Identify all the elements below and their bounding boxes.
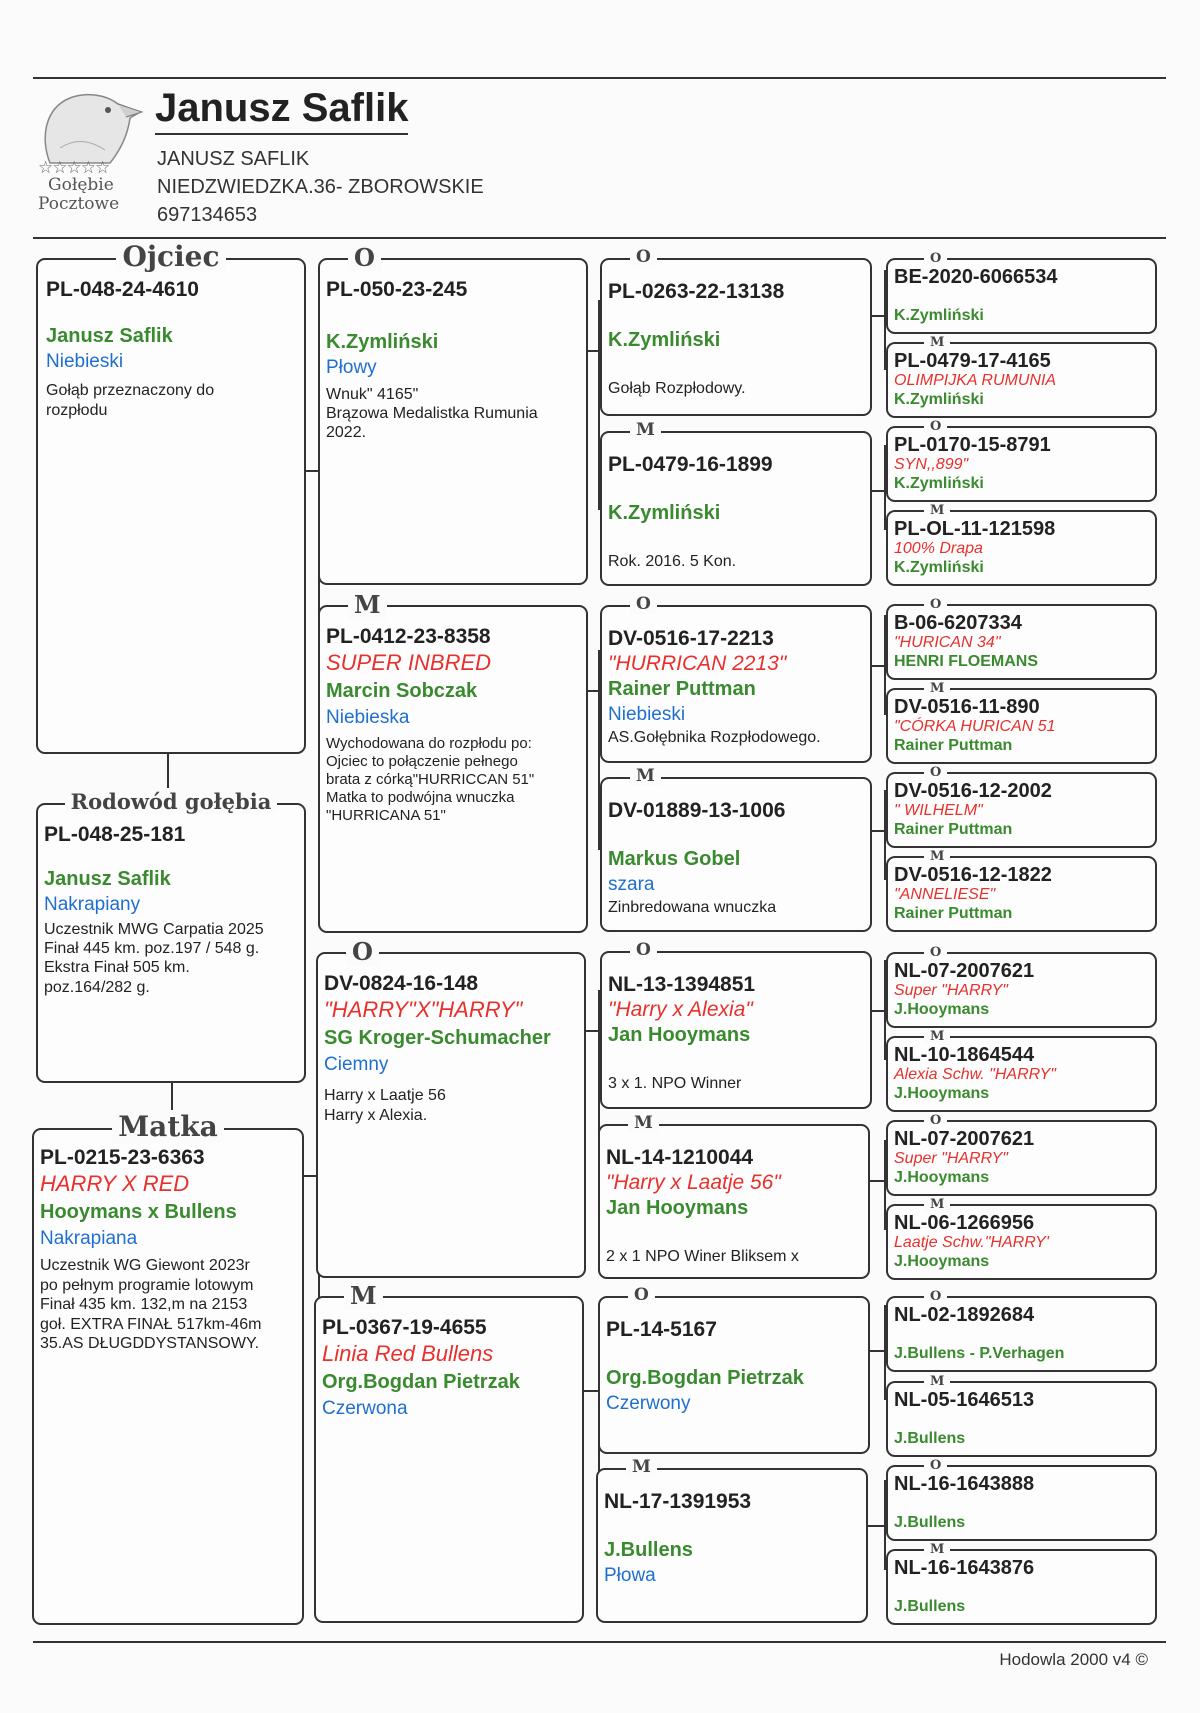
gen2-card-4[interactable]: [314, 1281, 584, 1623]
pedigree-label: Rodowód gołębia: [65, 789, 278, 814]
gen3-5-ring: NL-13-1394851: [608, 973, 756, 996]
owner-address: NIEDZWIEDZKA.36- ZBOROWSKIE: [157, 176, 484, 198]
logo-text-line1: Gołębie: [48, 175, 114, 195]
gen4-6-breeder: Rainer Puttman: [894, 737, 1013, 754]
gen3-4-ring: DV-01889-13-1006: [608, 799, 786, 822]
gen2-2-color: Niebieska: [326, 707, 410, 729]
gen4-card-8[interactable]: [886, 849, 1157, 932]
connector-father-subject: [167, 754, 169, 788]
gen3-5-notes: 3 x 1. NPO Winner: [608, 1075, 742, 1093]
gen4-card-12[interactable]: [886, 1197, 1157, 1280]
gen3-card-3[interactable]: [600, 594, 872, 763]
gen4-9-breeder: J.Hooymans: [894, 1001, 990, 1018]
footer-software: Hodowla 2000 v4 ©: [999, 1650, 1148, 1669]
gen4-15-ring: NL-16-1643888: [894, 1473, 1035, 1495]
gen2-4-breeder: Org.Bogdan Pietrzak: [322, 1371, 520, 1394]
gen4-2-name: OLIMPIJKA RUMUNIA: [894, 372, 1057, 389]
gen4-12-name: Laatje Schw."HARRY': [894, 1234, 1049, 1251]
gen4-7-label: O: [924, 765, 947, 780]
gen2-3-notes: Harry x Laatje 56 Harry x Alexia.: [324, 1087, 446, 1125]
gen4-3-breeder: K.Zymliński: [894, 475, 984, 492]
gen4-6-name: "CÓRKA HURICAN 51: [894, 718, 1056, 735]
gen3-8-ring: NL-17-1391953: [604, 1490, 752, 1513]
gen4-13-name: [894, 1326, 1151, 1344]
gen2-4-label: M: [344, 1281, 383, 1310]
gen3-6-color: [606, 1223, 864, 1245]
gen4-3-label: O: [924, 419, 947, 434]
gen4-15-breeder: J.Bullens: [894, 1514, 966, 1531]
gen3-7-breeder: Org.Bogdan Pietrzak: [606, 1367, 804, 1390]
logo-stars: ☆☆☆☆☆: [38, 158, 110, 177]
gen4-4-ring: PL-OL-11-121598: [894, 518, 1056, 540]
gen2-2-notes: Wychodowana do rozpłodu po: Ojciec to połączenie pełnego brata z córką"HURRICCAN 51" Matka to podwójna wnuczka "HURRICANA 51": [326, 735, 535, 825]
gen4-5-ring: B-06-6207334: [894, 612, 1022, 634]
gen3-8-breeder: J.Bullens: [604, 1539, 693, 1562]
gen4-10-label: M: [924, 1029, 950, 1044]
top-rule: [33, 77, 1166, 79]
gen2-1-color: Płowy: [326, 357, 377, 379]
gen4-card-9[interactable]: [886, 945, 1157, 1028]
gen3-3-ring: DV-0516-17-2213: [608, 627, 774, 650]
gen4-11-breeder: J.Hooymans: [894, 1169, 990, 1186]
gen4-card-1[interactable]: [886, 251, 1157, 334]
subject-notes: Uczestnik MWG Carpatia 2025 Finał 445 km. poz.197 / 548 g. Ekstra Finał 505 km. poz.164/282 g.: [44, 921, 264, 996]
logo-text-line2: Pocztowe: [38, 194, 120, 214]
gen4-6-ring: DV-0516-11-890: [894, 696, 1040, 718]
subject-ring: PL-048-25-181: [44, 823, 186, 846]
gen4-13-ring: NL-02-1892684: [894, 1304, 1035, 1326]
gen3-8-label: M: [626, 1457, 657, 1477]
gen4-7-breeder: Rainer Puttman: [894, 821, 1013, 838]
gen4-2-label: M: [924, 335, 950, 350]
subject-card[interactable]: [36, 789, 306, 1083]
gen4-12-breeder: J.Hooymans: [894, 1253, 990, 1270]
gen3-7-ring: PL-14-5167: [606, 1318, 717, 1341]
gen4-card-4[interactable]: [886, 503, 1157, 586]
gen3-5-color: [608, 1050, 866, 1072]
gen3-5-name: "Harry x Alexia": [608, 998, 753, 1022]
owner-phone: 697134653: [157, 204, 258, 226]
gen3-1-color: [608, 355, 866, 377]
gen3-7-color: Czerwony: [606, 1393, 691, 1415]
gen3-6-ring: NL-14-1210044: [606, 1146, 754, 1169]
gen4-card-15[interactable]: [886, 1458, 1157, 1541]
gen4-card-5[interactable]: [886, 597, 1157, 680]
father-label: Ojciec: [116, 240, 225, 273]
gen4-1-name: [894, 288, 1151, 306]
mother-label: Matka: [112, 1110, 224, 1143]
gen3-2-color: [608, 528, 866, 550]
gen4-11-label: O: [924, 1113, 947, 1128]
gen3-2-ring: PL-0479-16-1899: [608, 453, 773, 476]
gen4-16-ring: NL-16-1643876: [894, 1557, 1035, 1579]
gen2-3-name: "HARRY"X"HARRY": [324, 997, 523, 1023]
gen3-1-label: O: [630, 247, 657, 267]
gen3-1-ring: PL-0263-22-13138: [608, 280, 785, 303]
father-ring: PL-048-24-4610: [46, 278, 199, 301]
gen4-11-name: Super "HARRY": [894, 1150, 1008, 1167]
gen2-3-ring: DV-0824-16-148: [324, 972, 479, 995]
gen3-1-name: [608, 305, 866, 327]
gen4-10-ring: NL-10-1864544: [894, 1044, 1035, 1066]
gen4-2-breeder: K.Zymliński: [894, 391, 984, 408]
gen3-4-breeder: Markus Gobel: [608, 848, 741, 871]
gen3-4-notes: Zinbredowana wnuczka: [608, 899, 777, 917]
gen4-5-name: "HURICAN 34": [894, 634, 1001, 651]
gen4-11-ring: NL-07-2007621: [894, 1128, 1035, 1150]
gen3-6-name: "Harry x Laatje 56": [606, 1171, 781, 1195]
gen3-4-name: [608, 824, 866, 846]
mother-ring: PL-0215-23-6363: [40, 1146, 205, 1169]
gen4-card-10[interactable]: [886, 1029, 1157, 1112]
gen4-1-breeder: K.Zymliński: [894, 307, 984, 324]
pigeon-logo: [30, 88, 150, 228]
gen3-2-breeder: K.Zymliński: [608, 502, 721, 525]
gen2-1-ring: PL-050-23-245: [326, 278, 468, 301]
connector-subject-mother: [171, 1083, 173, 1116]
pigeon-head-icon: [30, 88, 150, 168]
gen2-1-label: O: [348, 243, 381, 272]
owner-name: JANUSZ SAFLIK: [157, 148, 310, 170]
gen4-14-name: [894, 1411, 1151, 1429]
gen4-14-ring: NL-05-1646513: [894, 1389, 1035, 1411]
gen3-2-notes: Rok. 2016. 5 Kon.: [608, 553, 737, 571]
gen4-16-label: M: [924, 1542, 950, 1557]
gen4-15-label: O: [924, 1458, 947, 1473]
gen4-5-breeder: HENRI FLOEMANS: [894, 653, 1038, 670]
gen4-4-label: M: [924, 503, 950, 518]
page-title: Janusz Saflik: [155, 86, 408, 135]
gen3-1-breeder: K.Zymliński: [608, 329, 721, 352]
gen4-16-name: [894, 1579, 1151, 1597]
gen4-9-ring: NL-07-2007621: [894, 960, 1035, 982]
gen3-8-color: Płowa: [604, 1565, 656, 1587]
gen4-card-2[interactable]: [886, 335, 1157, 418]
gen4-8-name: "ANNELIESE": [894, 886, 996, 903]
gen3-7-name: [606, 1343, 864, 1365]
gen3-3-name: "HURRICAN 2213": [608, 652, 787, 676]
gen3-7-label: O: [628, 1285, 655, 1305]
gen2-card-2[interactable]: [318, 590, 588, 933]
gen2-3-breeder: SG Kroger-Schumacher: [324, 1027, 551, 1050]
gen4-8-label: M: [924, 849, 950, 864]
mother-notes: Uczestnik WG Giewont 2023r po pełnym programie lotowym Finał 435 km. 132,m na 2153 goł. EXTRA FINAŁ 517km-46m 35.AS DŁUGDDYSTANSOWY.: [40, 1257, 262, 1353]
gen4-7-name: " WILHELM": [894, 802, 983, 819]
gen3-5-label: O: [630, 940, 657, 960]
gen3-card-8[interactable]: [596, 1457, 868, 1623]
father-breeder: Janusz Saflik: [46, 325, 173, 348]
mother-breeder: Hooymans x Bullens: [40, 1201, 237, 1224]
gen4-9-label: O: [924, 945, 947, 960]
gen3-card-5[interactable]: [600, 940, 872, 1109]
gen2-1-notes: Wnuk" 4165" Brązowa Medalistka Rumunia 2022.: [326, 386, 538, 442]
gen4-5-label: O: [924, 597, 947, 612]
gen3-2-name: [608, 478, 866, 500]
gen4-6-label: M: [924, 681, 950, 696]
gen4-12-ring: NL-06-1266956: [894, 1212, 1035, 1234]
gen3-card-7[interactable]: [598, 1285, 870, 1454]
gen4-13-label: O: [924, 1289, 947, 1304]
gen2-2-label: M: [348, 590, 387, 619]
gen3-card-1[interactable]: [600, 247, 872, 416]
gen2-2-breeder: Marcin Sobczak: [326, 680, 478, 703]
father-color: Niebieski: [46, 351, 124, 373]
subject-color: Nakrapiany: [44, 894, 141, 916]
gen3-8-name: [604, 1515, 862, 1537]
gen4-4-name: 100% Drapa: [894, 540, 983, 557]
gen3-card-4[interactable]: [600, 766, 872, 932]
footer-rule: [33, 1641, 1166, 1643]
gen4-4-breeder: K.Zymliński: [894, 559, 984, 576]
father-notes: Gołąb przeznaczony do rozpłodu: [46, 382, 215, 420]
mother-card[interactable]: [32, 1110, 304, 1625]
gen4-14-label: M: [924, 1374, 950, 1389]
gen3-3-notes: AS.Gołębnika Rozpłodowego.: [608, 729, 821, 747]
gen2-3-color: Ciemny: [324, 1054, 389, 1076]
gen4-10-name: Alexia Schw. "HARRY": [894, 1066, 1056, 1083]
gen4-card-3[interactable]: [886, 419, 1157, 502]
gen3-6-breeder: Jan Hooymans: [606, 1197, 749, 1220]
gen4-3-ring: PL-0170-15-8791: [894, 434, 1051, 456]
gen2-card-1[interactable]: [318, 243, 588, 585]
mother-name: HARRY X RED: [40, 1171, 190, 1197]
gen4-card-6[interactable]: [886, 681, 1157, 764]
gen2-4-name: Linia Red Bullens: [322, 1341, 494, 1367]
gen4-8-breeder: Rainer Puttman: [894, 905, 1013, 922]
gen4-card-16[interactable]: [886, 1542, 1157, 1625]
gen3-1-notes: Gołąb Rozpłodowy.: [608, 380, 746, 398]
gen4-1-ring: BE-2020-6066534: [894, 266, 1058, 288]
gen2-2-ring: PL-0412-23-8358: [326, 625, 491, 648]
gen4-15-name: [894, 1495, 1151, 1513]
gen4-card-14[interactable]: [886, 1374, 1157, 1457]
gen4-7-ring: DV-0516-12-2002: [894, 780, 1052, 802]
gen3-4-label: M: [630, 766, 661, 786]
gen4-9-name: Super "HARRY": [894, 982, 1008, 999]
gen4-2-ring: PL-0479-17-4165: [894, 350, 1051, 372]
gen3-3-label: O: [630, 594, 657, 614]
subject-breeder: Janusz Saflik: [44, 868, 171, 891]
gen2-4-color: Czerwona: [322, 1398, 408, 1420]
gen3-6-label: M: [628, 1113, 659, 1133]
gen2-1-breeder: K.Zymliński: [326, 331, 439, 354]
gen3-3-color: Niebieski: [608, 704, 686, 726]
gen3-5-breeder: Jan Hooymans: [608, 1024, 751, 1047]
gen3-card-6[interactable]: [598, 1113, 870, 1279]
gen3-3-breeder: Rainer Puttman: [608, 678, 756, 701]
gen4-1-label: O: [924, 251, 947, 266]
gen3-4-color: szara: [608, 874, 655, 896]
gen4-card-11[interactable]: [886, 1113, 1157, 1196]
header-rule: [33, 237, 1166, 239]
gen4-card-7[interactable]: [886, 765, 1157, 848]
gen4-16-breeder: J.Bullens: [894, 1598, 966, 1615]
gen4-14-breeder: J.Bullens: [894, 1430, 966, 1447]
mother-color: Nakrapiana: [40, 1228, 138, 1250]
gen4-8-ring: DV-0516-12-1822: [894, 864, 1052, 886]
gen4-10-breeder: J.Hooymans: [894, 1085, 990, 1102]
gen2-4-ring: PL-0367-19-4655: [322, 1316, 487, 1339]
gen4-12-label: M: [924, 1197, 950, 1212]
gen3-6-notes: 2 x 1 NPO Winer Bliksem x: [606, 1248, 799, 1266]
gen4-3-name: SYN,,899": [894, 456, 969, 473]
gen4-13-breeder: J.Bullens - P.Verhagen: [894, 1345, 1065, 1362]
gen2-3-label: O: [346, 937, 379, 966]
gen2-2-name: SUPER INBRED: [326, 650, 492, 676]
father-card[interactable]: [36, 240, 306, 754]
gen3-2-label: M: [630, 420, 661, 440]
gen2-card-3[interactable]: [316, 937, 586, 1278]
gen3-card-2[interactable]: [600, 420, 872, 586]
gen4-card-13[interactable]: [886, 1289, 1157, 1372]
